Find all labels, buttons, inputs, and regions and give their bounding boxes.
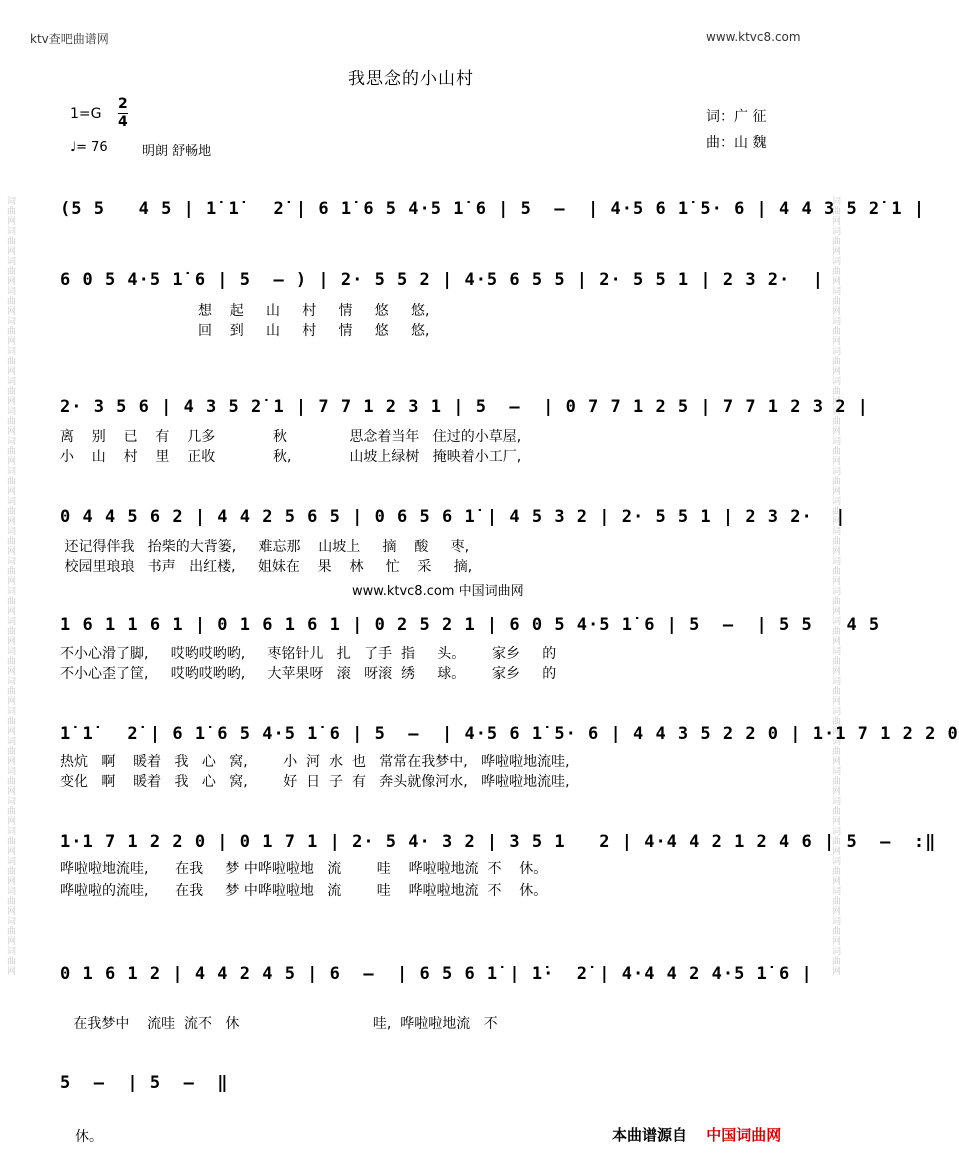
site-name-header: ktv查吧曲谱网 xyxy=(30,32,109,46)
left-watermark-strip: 词曲网词曲网词曲网词曲网词曲网词曲网词曲网词曲网词曲网词曲网词曲网词曲网词曲网词曲网词曲网词曲网词曲网词曲网词曲网词曲网词曲网词曲网词曲网词曲网词曲网词曲网 xyxy=(5,196,15,976)
time-signature-top: 2 xyxy=(118,96,128,112)
lyric-row-5-verse-2: 不小心歪了筐, 哎哟哎哟哟, 大苹果呀 滚 呀滚 绣 球。 家乡 的 xyxy=(60,666,557,682)
composer: 曲：山 魏 xyxy=(706,135,767,151)
lyric-row-5-verse-1: 不小心滑了脚, 哎哟哎哟哟, 枣铭针儿 扎 了手 指 头。 家乡 的 xyxy=(60,646,557,662)
tempo: ♩= 76 xyxy=(70,140,108,155)
lyric-row-6-verse-2: 变化 啊 暖着 我 心 窝, 好 日 子 有 奔头就像河水, 哗啦啦地流哇, xyxy=(60,774,570,790)
notation-row-5: 1 6 1 1 6 1 | 0 1 6 1 6 1 | 0 2 5 2 1 | 6 0 5 4·5 1̇ 6 | 5 – | 5 5 4 5 xyxy=(60,615,881,635)
lyric-row-8: 在我梦中 流哇 流不 休 哇, 哗啦啦地流 不 xyxy=(60,1016,498,1032)
lyric-row-4-verse-2: 校园里琅琅 书声 出红楼, 姐妹在 果 林 忙 采 摘, xyxy=(60,559,473,575)
notation-row-2: 6 0 5 4·5 1̇ 6 | 5 – ) | 2· 5 5 2 | 4·5 6 5 5 | 2· 5 5 1 | 2 3 2· | xyxy=(60,270,824,290)
lyric-row-2-verse-2: 回 到 山 村 情 悠 悠, xyxy=(60,323,430,339)
final-lyric: 休。 xyxy=(75,1129,103,1145)
lyric-row-7-verse-1: 哗啦啦地流哇, 在我 梦 中哗啦啦地 流 哇 哗啦啦地流 不 休。 xyxy=(60,861,548,877)
notation-row-8: 0 1 6 1 2 | 4 4 2 4 5 | 6 – | 6 5 6 1̇ | 1̇· 2̇ | 4·4 4 2 4·5 1̇ 6 | xyxy=(60,964,813,984)
lyric-row-6-verse-1: 热炕 啊 暖着 我 心 窝, 小 河 水 也 常常在我梦中, 哗啦啦地流哇, xyxy=(60,754,570,770)
lyricist: 词：广 征 xyxy=(706,109,767,125)
notation-row-7: 1·1 7 1 2 2 0 | 0 1 7 1 | 2· 5 4· 3 2 | 3 5 1 2 | 4·4 4 2 1 2 4 6 | 5 – :‖ xyxy=(60,832,937,852)
lyric-row-7-verse-2: 哗啦啦的流哇, 在我 梦 中哗啦啦地 流 哇 哗啦啦地流 不 休。 xyxy=(60,883,548,899)
lyric-row-3-verse-2: 小 山 村 里 正收 秋, 山坡上绿树 掩映着小工厂, xyxy=(60,449,522,465)
lyric-row-2-verse-1: 想 起 山 村 情 悠 悠, xyxy=(60,303,430,319)
notation-row-6: 1̇ 1̇ 2̇ | 6 1̇ 6 5 4·5 1̇ 6 | 5 – | 4·5 6 1̇ 5· 6 | 4 4 3 5 2 2 0 | 1·1 7 1 2 2 0 xyxy=(60,724,959,744)
time-signature-bottom: 4 xyxy=(118,114,128,130)
watermark-text: www.ktvc8.com 中国词曲网 xyxy=(352,584,524,599)
time-signature xyxy=(118,96,128,131)
notation-row-4: 0 4 4 5 6 2 | 4 4 2 5 6 5 | 0 6 5 6 1̇ | 4 5 3 2 | 2· 5 5 1 | 2 3 2· | xyxy=(60,507,847,527)
song-title: 我思念的小山村 xyxy=(348,69,474,89)
tempo-mark: 明朗 舒畅地 xyxy=(142,144,212,159)
notation-row-3: 2· 3 5 6 | 4 3 5 2̇ 1 | 7 7 1 2 3 1 | 5 – | 0 7 7 1 2 5 | 7 7 1 2 3 2 | xyxy=(60,397,869,417)
source-credit-label: 本曲谱源自 xyxy=(612,1126,688,1144)
site-url-header: www.ktvc8.com xyxy=(706,30,801,44)
notation-row-9: 5 – | 5 – ‖ xyxy=(60,1073,229,1093)
lyric-row-3-verse-1: 离 别 已 有 几多 秋 思念着当年 住过的小草屋, xyxy=(60,429,522,445)
right-watermark-strip: 词曲网词曲网词曲网词曲网词曲网词曲网词曲网词曲网词曲网词曲网词曲网词曲网词曲网词曲网词曲网词曲网词曲网词曲网词曲网词曲网词曲网词曲网词曲网词曲网词曲网词曲网 xyxy=(830,196,840,976)
lyric-row-4-verse-1: 还记得伴我 抬柴的大背篓, 难忘那 山坡上 摘 酸 枣, xyxy=(60,539,470,555)
source-credit xyxy=(612,1124,781,1145)
notation-row-1: (5 5 4 5 | 1̇ 1̇ 2̇ | 6 1̇ 6 5 4·5 1̇ 6 | 5 – | 4·5 6 1̇ 5· 6 | 4 4 3 5 2̇ 1 | xyxy=(60,199,926,219)
source-credit-site: 中国词曲网 xyxy=(706,1126,782,1144)
key-signature: 1=G xyxy=(70,106,102,122)
